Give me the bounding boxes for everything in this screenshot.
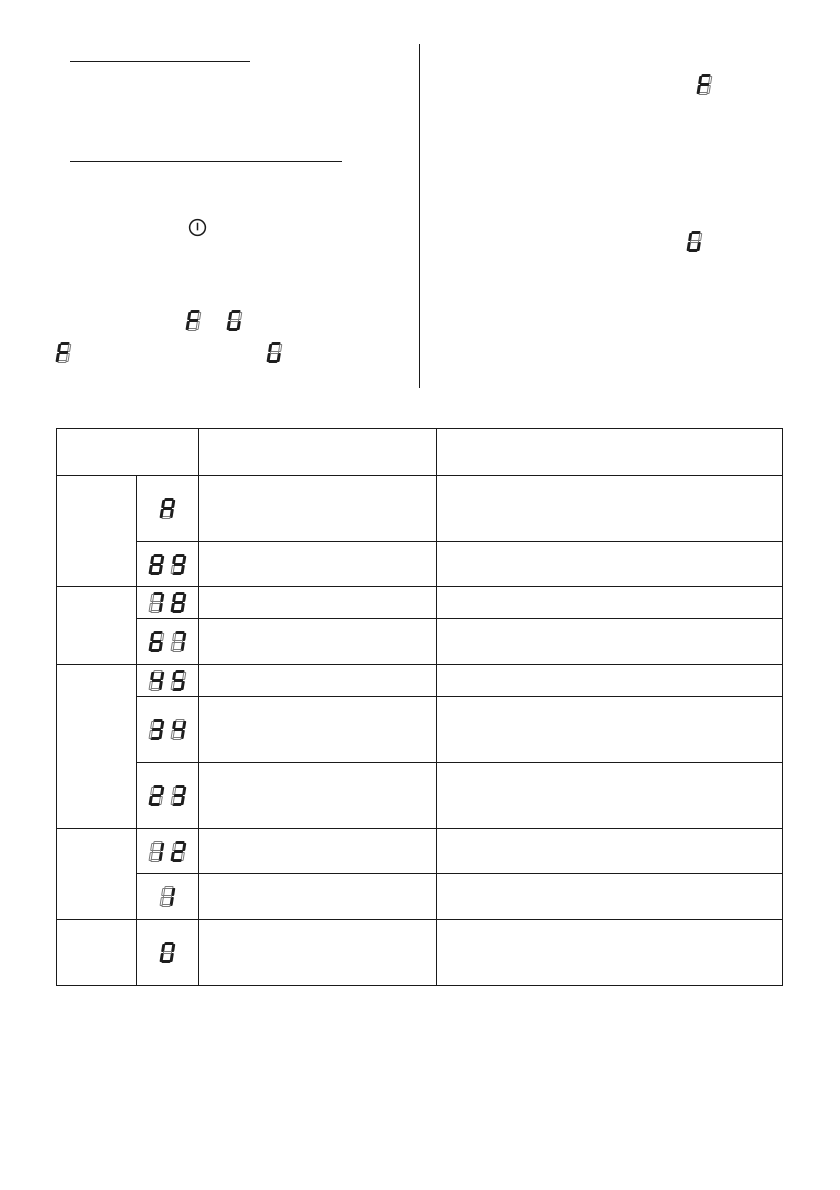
table-cell (437, 542, 783, 587)
digit-pair (150, 785, 185, 806)
display-cell (137, 920, 199, 986)
header-cell (199, 429, 437, 476)
table-row (57, 829, 783, 874)
group-cell (57, 829, 137, 920)
display-digit-icon (170, 554, 186, 575)
display-cell (137, 829, 199, 874)
digit-pair (161, 942, 174, 963)
levels-table (56, 428, 783, 986)
display-cell (137, 874, 199, 920)
display-cell (137, 697, 199, 763)
display-digit-icon (170, 841, 186, 862)
table-cell (437, 665, 783, 697)
table-cell (199, 665, 437, 697)
display-digit-icon (148, 670, 164, 691)
group-cell (57, 476, 137, 587)
display-digit-icon (696, 74, 712, 95)
table-cell (199, 697, 437, 763)
display-cell (137, 542, 199, 587)
display-digit-icon (170, 592, 186, 613)
display-digit-icon (148, 719, 164, 740)
header-cell (437, 429, 783, 476)
digit-pair (150, 631, 185, 652)
table-row (57, 920, 783, 986)
table-row (57, 874, 783, 920)
display-digit-icon (170, 670, 186, 691)
table-cell (199, 587, 437, 619)
digit-pair (150, 719, 185, 740)
display-digit-icon (159, 886, 175, 907)
table-cell (199, 874, 437, 920)
group-cell (57, 920, 137, 986)
table-row (57, 665, 783, 697)
table-row (57, 476, 783, 542)
display-digit-icon (148, 785, 164, 806)
display-digit-icon (148, 631, 164, 652)
digit-pair (150, 592, 185, 613)
table-cell (437, 829, 783, 874)
heading-underline-1 (70, 61, 250, 62)
display-digit-icon (148, 841, 164, 862)
power-icon (188, 218, 207, 237)
display-cell (137, 763, 199, 829)
table-row (57, 542, 783, 587)
table-cell (199, 829, 437, 874)
table-cell (437, 763, 783, 829)
table-cell (437, 587, 783, 619)
display-digit-icon (55, 342, 71, 363)
digit-pair (150, 554, 185, 575)
display-cell (137, 665, 199, 697)
group-cell (57, 587, 137, 665)
table-cell (199, 763, 437, 829)
group-cell (57, 665, 137, 829)
display-digit-icon (159, 942, 175, 963)
table-cell (199, 920, 437, 986)
table-cell (437, 920, 783, 986)
header-cell (57, 429, 199, 476)
table-row (57, 587, 783, 619)
table-cell (437, 874, 783, 920)
display-digit-icon (170, 631, 186, 652)
display-digit-icon (170, 719, 186, 740)
table-cell (437, 476, 783, 542)
display-digit-icon (686, 231, 702, 252)
table-cell (199, 476, 437, 542)
display-cell (137, 619, 199, 665)
table-header-row (57, 429, 783, 476)
table-cell (437, 697, 783, 763)
table-cell (199, 542, 437, 587)
display-cell (137, 476, 199, 542)
digit-pair (161, 886, 174, 907)
digit-pair (161, 498, 174, 519)
digit-pair (150, 841, 185, 862)
display-cell (137, 587, 199, 619)
table-row (57, 763, 783, 829)
table-cell (199, 619, 437, 665)
table-cell (437, 619, 783, 665)
column-divider (419, 44, 420, 388)
display-digit-icon (159, 498, 175, 519)
digit-pair (150, 670, 185, 691)
heading-underline-2 (70, 161, 342, 162)
display-digit-icon (185, 310, 201, 331)
display-digit-icon (148, 554, 164, 575)
display-digit-icon (266, 342, 282, 363)
display-digit-icon (170, 785, 186, 806)
display-digit-icon (226, 310, 242, 331)
display-digit-icon (148, 592, 164, 613)
table-row (57, 619, 783, 665)
table-row (57, 697, 783, 763)
